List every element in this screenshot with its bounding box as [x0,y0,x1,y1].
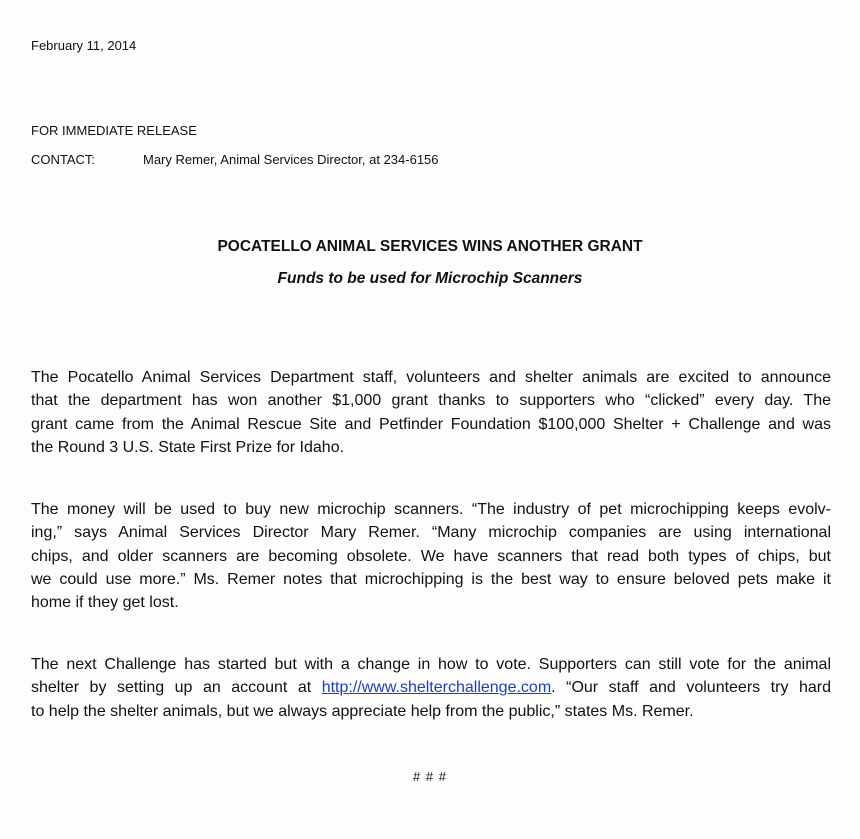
paragraph-line: grant came from the Animal Rescue Site and Petfinder Foundation $100,000 Shelter + Challenge and was [31,415,831,433]
paragraph-2 [31,498,831,614]
paragraph-line: ing,” says Animal Services Director Mary Remer. “Many microchip companies are using international [31,524,831,542]
contact-label: CONTACT: [31,152,96,167]
paragraph-line: The Pocatello Animal Services Department staff, volunteers and shelter animals are excited to announce [31,369,831,386]
link-prefix-text: shelter by setting up an account at [31,679,322,697]
paragraph-line: home if they get lost. [31,594,179,612]
shelter-challenge-link[interactable]: http://www.shelterchallenge.com [321,679,552,697]
end-mark: # # # [413,769,447,784]
paragraph-line: The next Challenge has started but with a change in how to vote. Supporters can still vote for the animal [31,656,831,673]
subheadline: Funds to be used for Microchip Scanners [277,270,583,287]
release-label: FOR IMMEDIATE RELEASE [31,123,197,138]
paragraph-3 [31,653,831,723]
release-date: February 11, 2014 [31,38,137,53]
paragraph-line: the Round 3 U.S. State First Prize for Idaho. [31,438,345,456]
contact-value: Mary Remer, Animal Services Director, at 234-6156 [143,152,439,167]
contact-line [31,152,439,167]
paragraph-line: to help the shelter animals, but we always appreciate help from the public,” states Ms. Remer. [31,702,694,720]
paragraph-1 [31,366,831,459]
paragraph-line: chips, and older scanners are becoming obsolete. We have scanners that read both types of chips, but [31,547,831,565]
headline: POCATELLO ANIMAL SERVICES WINS ANOTHER GRANT [217,238,643,255]
paragraph-line: The money will be used to buy new microchip scanners. “The industry of pet microchipping keeps evolv- [31,501,831,518]
link-suffix-text: . “Our staff and volunteers try hard [551,679,831,697]
paragraph-line: that the department has won another $1,000 grant thanks to supporters who “clicked” every day. The [31,392,831,410]
paragraph-line: we could use more.” Ms. Remer notes that microchipping is the best way to ensure beloved pets make it [31,570,831,588]
paragraph-line-with-link [31,676,831,699]
